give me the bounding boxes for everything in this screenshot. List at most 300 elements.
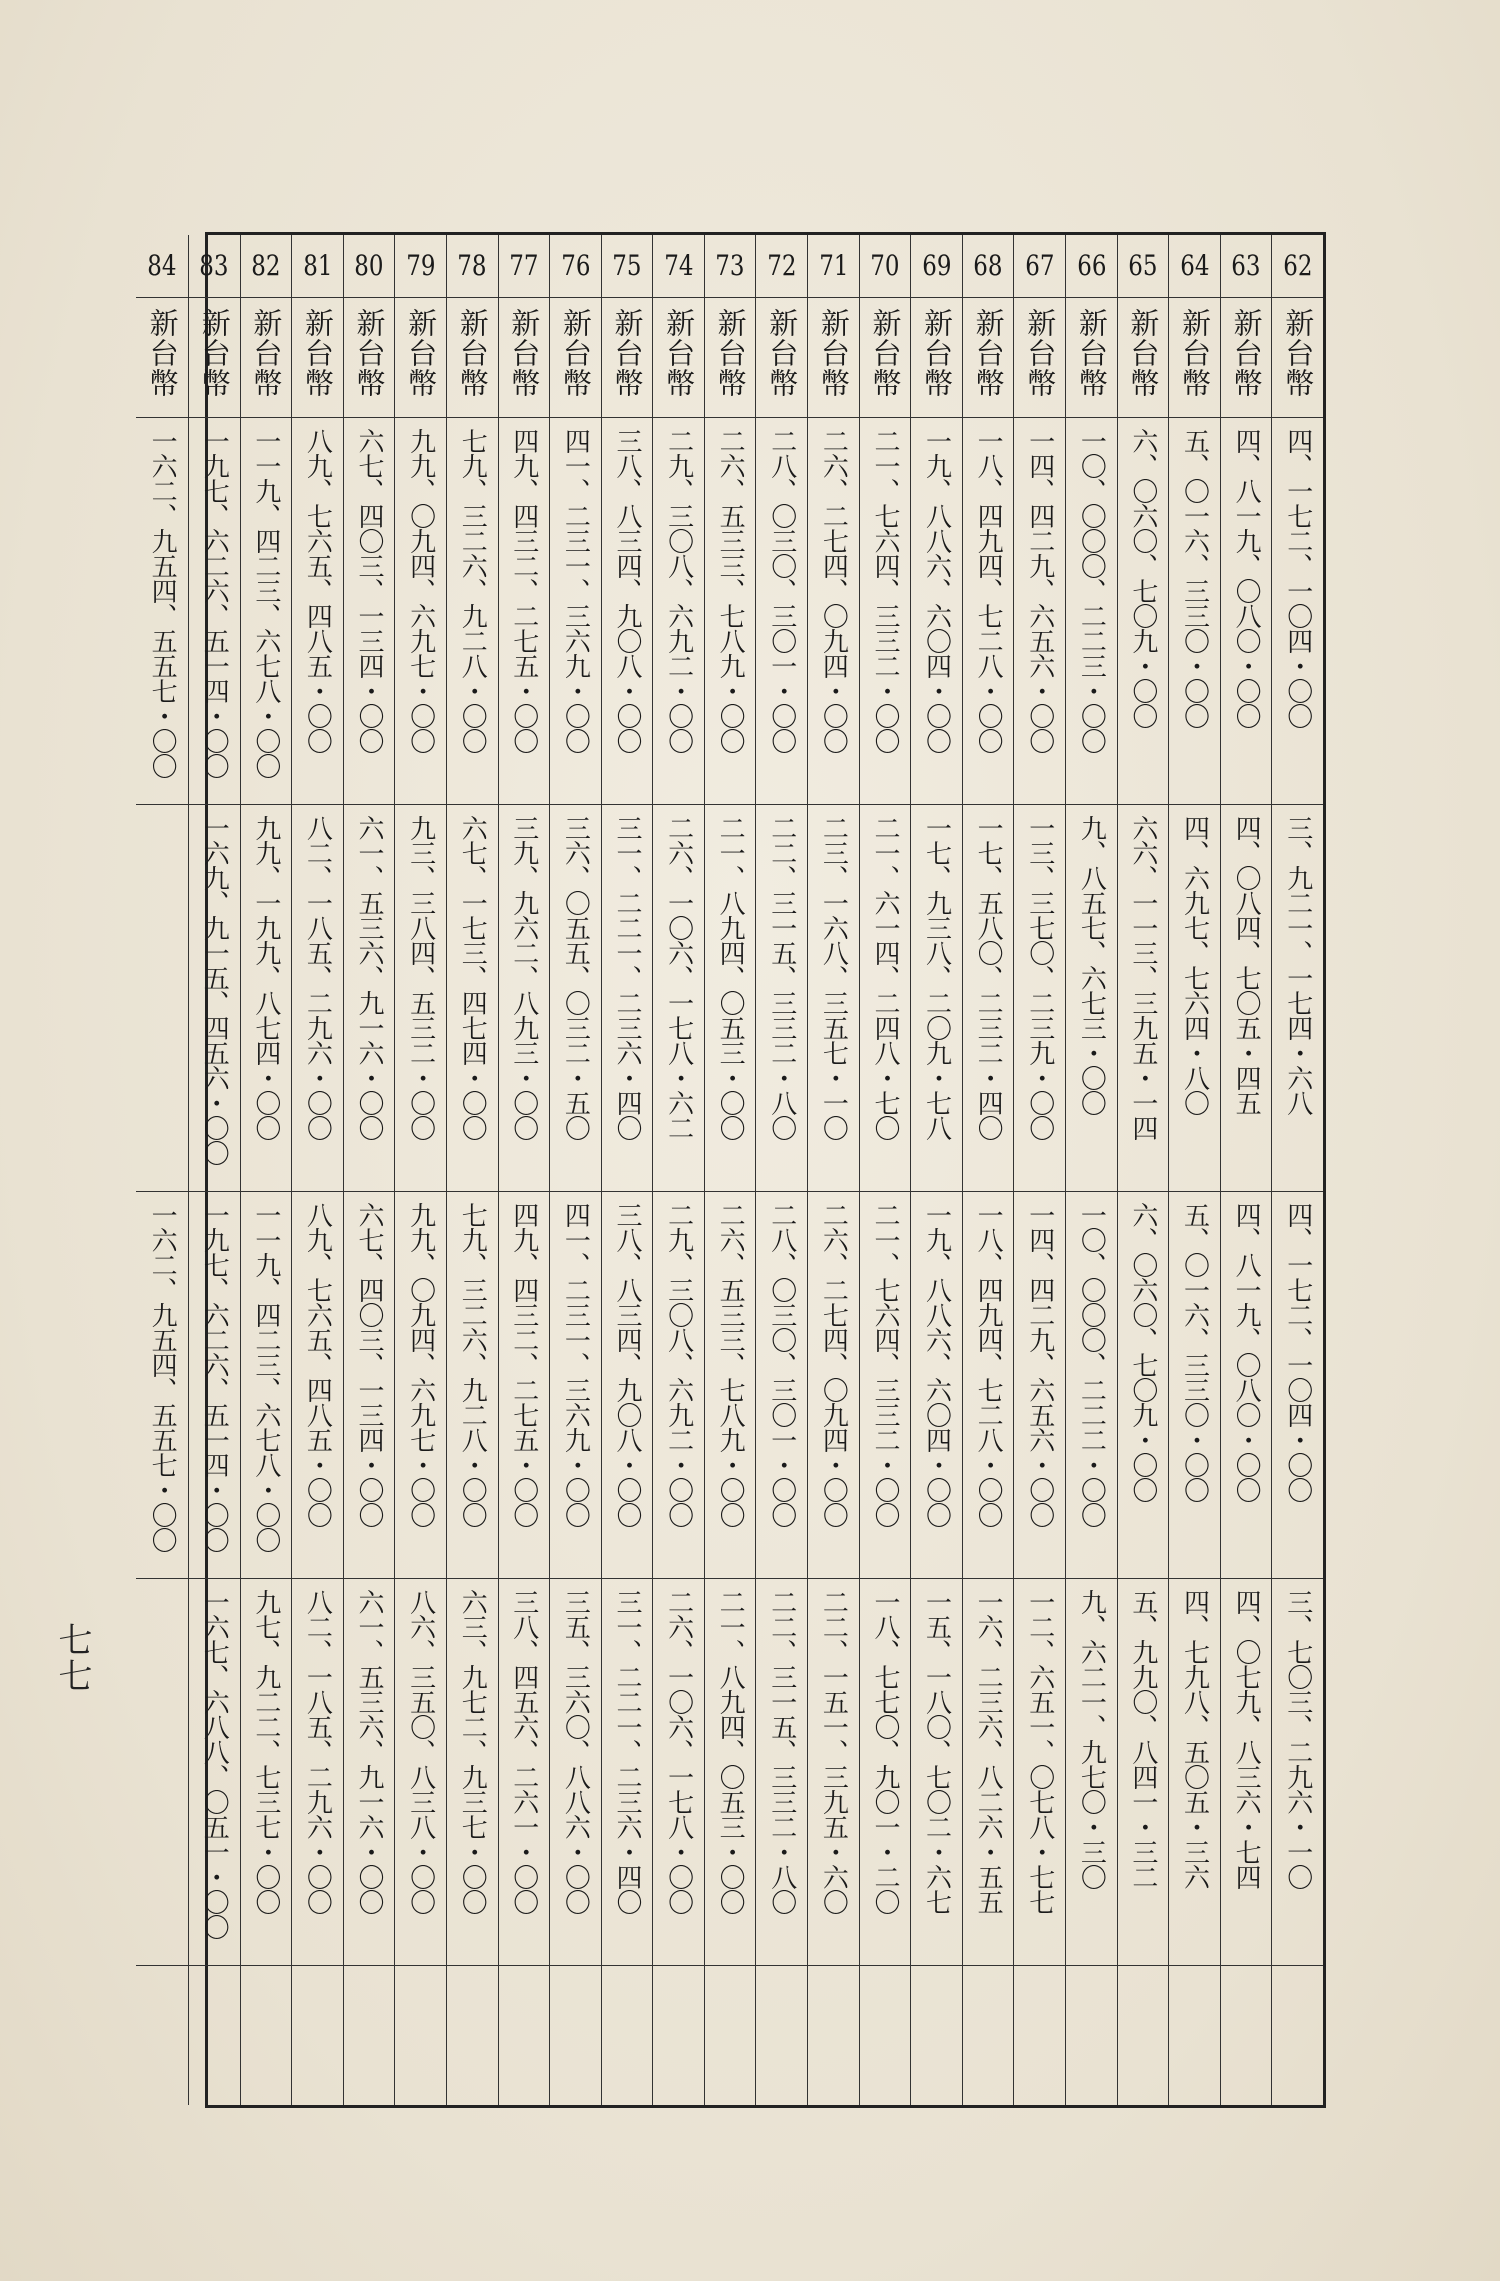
value-cell-1	[499, 418, 550, 805]
value-cell-1	[963, 418, 1014, 805]
value-cell-1	[395, 418, 446, 805]
empty-remark-cell	[911, 1966, 962, 2105]
value-cell-4-text: 一二、六五一、〇七八・七七	[1024, 1589, 1055, 1914]
value-cell-2	[499, 805, 550, 1192]
value-cell-3	[602, 1192, 653, 1579]
value-cell-4	[911, 1579, 962, 1966]
value-cell-1	[808, 418, 859, 805]
value-cell-2	[447, 805, 498, 1192]
table-column-80	[343, 235, 395, 2105]
currency-cell-text: 新台幣	[1178, 308, 1213, 398]
value-cell-2-text: 六一、五三六、九一六・〇〇	[354, 815, 385, 1140]
value-cell-2	[550, 805, 601, 1192]
value-cell-4-text: 一五、一八〇、七〇二・六七	[921, 1589, 952, 1914]
empty-remark-cell	[136, 1966, 188, 2105]
year-cell-text: 77	[509, 249, 539, 282]
currency-cell-text: 新台幣	[558, 308, 593, 398]
value-cell-3	[344, 1192, 395, 1579]
value-cell-3-text: 四、八一九、〇八〇・〇〇	[1231, 1202, 1262, 1502]
table-column-84	[136, 235, 188, 2105]
value-cell-4-text: 三五、三六〇、八八六・〇〇	[560, 1589, 591, 1914]
currency-cell-text: 新台幣	[352, 308, 387, 398]
currency-cell-text: 新台幣	[249, 308, 284, 398]
value-cell-4-text: 六三、九七二、九三七・〇〇	[457, 1589, 488, 1914]
value-cell-1-text: 二一、七六四、三三二・〇〇	[869, 428, 900, 753]
value-cell-4	[653, 1579, 704, 1966]
value-cell-1	[136, 418, 188, 805]
empty-remark-cell	[602, 1966, 653, 2105]
value-cell-4	[1014, 1579, 1065, 1966]
value-cell-4	[344, 1579, 395, 1966]
table-column-65	[1117, 235, 1169, 2105]
value-cell-4	[189, 1579, 240, 1966]
value-cell-3	[1221, 1192, 1272, 1579]
value-cell-4-text: 一八、七七〇、九〇一・二〇	[869, 1589, 900, 1914]
value-cell-4-text: 二六、一〇六、一七八・〇〇	[663, 1589, 694, 1914]
year-cell-text: 63	[1231, 249, 1261, 282]
table-column-77	[498, 235, 550, 2105]
value-cell-1-text: 二六、二七四、〇九四・〇〇	[818, 428, 849, 753]
empty-remark-cell	[1066, 1966, 1117, 2105]
currency-cell-text: 新台幣	[971, 308, 1006, 398]
value-cell-2	[705, 805, 756, 1192]
value-cell-4	[241, 1579, 292, 1966]
currency-cell-text: 新台幣	[300, 308, 335, 398]
year-cell	[602, 235, 653, 298]
table-column-81	[291, 235, 343, 2105]
year-cell-text: 80	[354, 249, 384, 282]
value-cell-1	[292, 418, 343, 805]
value-cell-2	[1066, 805, 1117, 1192]
table-column-75	[601, 235, 653, 2105]
value-cell-1-text: 六、〇六〇、七〇九・〇〇	[1127, 428, 1158, 728]
currency-cell-text: 新台幣	[920, 308, 955, 398]
value-cell-2	[1221, 805, 1272, 1192]
value-cell-4	[1169, 1579, 1220, 1966]
empty-remark-cell	[292, 1966, 343, 2105]
value-cell-3-text: 四九、四三二、二七五・〇〇	[508, 1202, 539, 1527]
table-column-78	[446, 235, 498, 2105]
value-cell-1-text: 四一、二三一、三六九・〇〇	[560, 428, 591, 753]
empty-remark-cell	[1169, 1966, 1220, 2105]
value-cell-3-text: 一六二、九五四、五五七・〇〇	[147, 1202, 178, 1552]
currency-cell	[1014, 298, 1065, 418]
value-cell-3	[653, 1192, 704, 1579]
value-cell-4-text: 九、六二一、九七〇・三〇	[1076, 1589, 1107, 1889]
currency-cell	[963, 298, 1014, 418]
value-cell-3	[395, 1192, 446, 1579]
value-cell-2-text: 九九、一九九、八七四・〇〇	[250, 815, 281, 1140]
value-cell-2-text: 九三、三八四、五三二・〇〇	[405, 815, 436, 1140]
value-cell-2	[1169, 805, 1220, 1192]
value-cell-1-text: 一九、八八六、六〇四・〇〇	[921, 428, 952, 753]
value-cell-4	[860, 1579, 911, 1966]
value-cell-2	[963, 805, 1014, 1192]
value-cell-4	[1066, 1579, 1117, 1966]
year-cell-text: 74	[663, 249, 694, 282]
year-cell	[705, 235, 756, 298]
value-cell-1	[1169, 418, 1220, 805]
currency-cell	[1221, 298, 1272, 418]
empty-remark-cell	[860, 1966, 911, 2105]
year-cell-text: 69	[921, 249, 952, 282]
currency-cell	[705, 298, 756, 418]
table-column-63	[1220, 235, 1272, 2105]
currency-cell	[241, 298, 292, 418]
currency-cell-text: 新台幣	[1074, 308, 1109, 398]
value-cell-2	[653, 805, 704, 1192]
value-cell-3-text: 二一、七六四、三三二・〇〇	[869, 1202, 900, 1527]
table-column-66	[1065, 235, 1117, 2105]
currency-cell-text: 新台幣	[765, 308, 800, 398]
value-cell-4-text: 三一、二二一、二三六・四〇	[611, 1589, 642, 1914]
value-cell-2	[241, 805, 292, 1192]
value-cell-4-text: 二二、三一五、三三二・八〇	[766, 1589, 797, 1914]
value-cell-1-text: 二六、五三三、七八九・〇〇	[715, 428, 746, 753]
currency-cell	[292, 298, 343, 418]
empty-remark-cell	[756, 1966, 807, 2105]
value-cell-4	[963, 1579, 1014, 1966]
year-cell-text: 79	[405, 249, 436, 282]
value-cell-2-text: 二六、一〇六、一七八・六二	[663, 815, 694, 1140]
value-cell-3-text: 五、〇一六、三三〇・〇〇	[1179, 1202, 1210, 1502]
year-cell	[911, 235, 962, 298]
value-cell-1	[1066, 418, 1117, 805]
empty-remark-cell	[395, 1966, 446, 2105]
year-cell	[963, 235, 1014, 298]
year-cell	[808, 235, 859, 298]
value-cell-2-text: 二二、三一五、三三二・八〇	[766, 815, 797, 1140]
value-cell-3	[550, 1192, 601, 1579]
value-cell-2-text: 四、〇八四、七〇五・四五	[1231, 815, 1262, 1115]
value-cell-3-text: 一八、四九四、七二八・〇〇	[973, 1202, 1004, 1527]
year-cell-text: 75	[612, 249, 642, 282]
year-cell	[653, 235, 704, 298]
currency-cell	[602, 298, 653, 418]
value-cell-4-text: 六一、五三六、九一六・〇〇	[354, 1589, 385, 1914]
value-cell-1	[241, 418, 292, 805]
year-cell-text: 83	[199, 249, 229, 282]
value-cell-1	[189, 418, 240, 805]
value-cell-4	[808, 1579, 859, 1966]
currency-cell-text: 新台幣	[868, 308, 903, 398]
currency-cell-text: 新台幣	[507, 308, 542, 398]
year-cell-text: 76	[560, 249, 590, 282]
empty-remark-cell	[1221, 1966, 1272, 2105]
table-column-62	[1271, 235, 1323, 2105]
value-cell-1-text: 五、〇一六、三三〇・〇〇	[1179, 428, 1210, 728]
value-cell-2-text: 六六、一一三、三九五・一四	[1127, 815, 1158, 1140]
currency-cell	[808, 298, 859, 418]
value-cell-3-text: 一九、八八六、六〇四・〇〇	[921, 1202, 952, 1527]
value-cell-1-text: 四九、四三二、二七五・〇〇	[508, 428, 539, 753]
value-cell-2	[136, 805, 188, 1192]
value-cell-4	[292, 1579, 343, 1966]
value-cell-2	[808, 805, 859, 1192]
value-cell-3	[808, 1192, 859, 1579]
value-cell-1-text: 一〇、〇〇〇、二二三・〇〇	[1076, 428, 1107, 753]
year-cell	[1221, 235, 1272, 298]
value-cell-4-text: 二二、一五一、三九五・六〇	[818, 1589, 849, 1914]
year-cell	[136, 235, 188, 298]
value-cell-4	[447, 1579, 498, 1966]
value-cell-2-text: 二三、一六八、三五七・一〇	[818, 815, 849, 1140]
value-cell-4-text: 五、九九〇、八四一・三二	[1127, 1589, 1158, 1889]
value-cell-1	[1221, 418, 1272, 805]
currency-cell	[1272, 298, 1323, 418]
value-cell-2-text: 一七、五八〇、二三二・四〇	[973, 815, 1004, 1140]
value-cell-1	[447, 418, 498, 805]
value-cell-3	[292, 1192, 343, 1579]
table-column-76	[549, 235, 601, 2105]
year-cell-text: 81	[302, 249, 333, 282]
currency-cell-text: 新台幣	[816, 308, 851, 398]
value-cell-1-text: 三八、八三四、九〇八・〇〇	[611, 428, 642, 753]
value-cell-3	[911, 1192, 962, 1579]
currency-cell	[499, 298, 550, 418]
value-cell-4-text: 三、七〇三、二九六・一〇	[1282, 1589, 1313, 1889]
value-cell-4	[136, 1579, 188, 1966]
value-cell-3	[136, 1192, 188, 1579]
year-cell	[499, 235, 550, 298]
value-cell-4-text: 三八、四五六、二六一・〇〇	[508, 1589, 539, 1914]
year-cell	[292, 235, 343, 298]
value-cell-3	[1169, 1192, 1220, 1579]
value-cell-2	[344, 805, 395, 1192]
year-cell	[1272, 235, 1323, 298]
currency-cell	[1118, 298, 1169, 418]
value-cell-1	[1272, 418, 1323, 805]
year-cell	[1169, 235, 1220, 298]
currency-cell-text: 新台幣	[145, 308, 180, 398]
currency-cell-text: 新台幣	[1281, 308, 1316, 398]
currency-cell	[860, 298, 911, 418]
value-cell-1	[550, 418, 601, 805]
currency-cell	[136, 298, 188, 418]
empty-remark-cell	[499, 1966, 550, 2105]
currency-cell	[550, 298, 601, 418]
page-number: 七七	[52, 1622, 92, 1694]
value-cell-3-text: 二九、三〇八、六九二・〇〇	[663, 1202, 694, 1527]
table-column-82	[240, 235, 292, 2105]
value-cell-4	[1221, 1579, 1272, 1966]
value-cell-3	[241, 1192, 292, 1579]
value-cell-4-text: 二一、八九四、〇五三・〇〇	[715, 1589, 746, 1914]
currency-cell	[911, 298, 962, 418]
value-cell-3-text: 一九七、六二六、五一四・〇〇	[199, 1202, 230, 1552]
year-cell-text: 73	[715, 249, 745, 282]
value-cell-2-text: 三一、二二一、二三六・四〇	[611, 815, 642, 1140]
value-cell-1-text: 一一九、四二三、六七八・〇〇	[250, 428, 281, 778]
value-cell-3-text: 一四、四二九、六五六・〇〇	[1024, 1202, 1055, 1527]
table-column-70	[859, 235, 911, 2105]
currency-cell-text: 新台幣	[455, 308, 490, 398]
value-cell-2-text: 一三、三七〇、二三九・〇〇	[1024, 815, 1055, 1140]
year-cell	[1118, 235, 1169, 298]
year-cell	[189, 235, 240, 298]
empty-remark-cell	[447, 1966, 498, 2105]
empty-remark-cell	[1014, 1966, 1065, 2105]
currency-cell-text: 新台幣	[610, 308, 645, 398]
value-cell-3-text: 一一九、四二三、六七八・〇〇	[250, 1202, 281, 1552]
value-cell-4-text: 八六、三五〇、八三八・〇〇	[405, 1589, 436, 1914]
year-cell	[860, 235, 911, 298]
currency-cell	[1066, 298, 1117, 418]
value-cell-1-text: 一九七、六二六、五一四・〇〇	[199, 428, 230, 778]
value-cell-1-text: 一八、四九四、七二八・〇〇	[973, 428, 1004, 753]
value-cell-4	[395, 1579, 446, 1966]
table-column-74	[652, 235, 704, 2105]
year-cell-text: 65	[1128, 249, 1158, 282]
value-cell-1	[911, 418, 962, 805]
value-cell-3-text: 四、一七二、一〇四・〇〇	[1282, 1202, 1313, 1502]
year-cell	[550, 235, 601, 298]
value-cell-1-text: 四、八一九、〇八〇・〇〇	[1231, 428, 1262, 728]
value-cell-3-text: 八九、七六五、四八五・〇〇	[302, 1202, 333, 1527]
value-cell-2	[189, 805, 240, 1192]
value-cell-3	[499, 1192, 550, 1579]
currency-cell	[756, 298, 807, 418]
value-cell-4	[602, 1579, 653, 1966]
year-cell-text: 84	[147, 249, 177, 282]
value-cell-1	[1118, 418, 1169, 805]
value-cell-3-text: 七九、三二六、九二八・〇〇	[457, 1202, 488, 1527]
value-cell-2-text: 六七、一七三、四七四・〇〇	[457, 815, 488, 1140]
year-cell-text: 67	[1025, 249, 1055, 282]
value-cell-2-text: 四、六九七、七六四・八〇	[1179, 815, 1210, 1115]
year-cell	[1014, 235, 1065, 298]
value-cell-1	[860, 418, 911, 805]
year-cell-text: 68	[973, 249, 1003, 282]
currency-cell	[653, 298, 704, 418]
value-cell-3	[189, 1192, 240, 1579]
value-cell-2	[292, 805, 343, 1192]
value-cell-1-text: 四、一七二、一〇四・〇〇	[1282, 428, 1313, 728]
empty-remark-cell	[1272, 1966, 1323, 2105]
year-cell-text: 70	[870, 249, 900, 282]
value-cell-4	[499, 1579, 550, 1966]
year-cell	[241, 235, 292, 298]
year-cell-text: 62	[1283, 249, 1313, 282]
currency-cell-text: 新台幣	[1126, 308, 1161, 398]
year-cell	[395, 235, 446, 298]
value-cell-2	[602, 805, 653, 1192]
value-cell-3-text: 三八、八三四、九〇八・〇〇	[611, 1202, 642, 1527]
value-cell-3-text: 二六、二七四、〇九四・〇〇	[818, 1202, 849, 1527]
value-cell-2	[1014, 805, 1065, 1192]
value-cell-4-text: 八二、一八五、二九六・〇〇	[302, 1589, 333, 1914]
value-cell-1	[653, 418, 704, 805]
value-cell-1	[756, 418, 807, 805]
year-cell-text: 71	[818, 249, 848, 282]
year-cell	[344, 235, 395, 298]
value-cell-3-text: 六七、四〇三、一三四・〇〇	[354, 1202, 385, 1527]
empty-remark-cell	[189, 1966, 240, 2105]
value-cell-3-text: 二六、五三三、七八九・〇〇	[715, 1202, 746, 1527]
year-cell	[1066, 235, 1117, 298]
value-cell-2-text: 一七、九三八、二〇九・七八	[921, 815, 952, 1140]
value-cell-3	[1014, 1192, 1065, 1579]
empty-remark-cell	[653, 1966, 704, 2105]
table-column-64	[1168, 235, 1220, 2105]
value-cell-1	[344, 418, 395, 805]
currency-cell-text: 新台幣	[662, 308, 697, 398]
value-cell-3-text: 一〇、〇〇〇、二二二・〇〇	[1076, 1202, 1107, 1527]
empty-remark-cell	[241, 1966, 292, 2105]
value-cell-2-text: 三六、〇五五、〇三二・五〇	[560, 815, 591, 1140]
value-cell-1-text: 八九、七六五、四八五・〇〇	[302, 428, 333, 753]
value-cell-4	[1118, 1579, 1169, 1966]
value-cell-3-text: 六、〇六〇、七〇九・〇〇	[1127, 1202, 1158, 1502]
value-cell-3	[1118, 1192, 1169, 1579]
value-cell-2	[860, 805, 911, 1192]
value-cell-3	[756, 1192, 807, 1579]
value-cell-4	[550, 1579, 601, 1966]
empty-remark-cell	[344, 1966, 395, 2105]
year-cell-text: 72	[767, 249, 797, 282]
value-cell-2-text: 二一、八九四、〇五三・〇〇	[715, 815, 746, 1140]
empty-remark-cell	[550, 1966, 601, 2105]
year-cell	[447, 235, 498, 298]
currency-cell-text: 新台幣	[404, 308, 439, 398]
empty-remark-cell	[1118, 1966, 1169, 2105]
value-cell-3	[860, 1192, 911, 1579]
table-column-73	[704, 235, 756, 2105]
value-cell-1-text: 九九、〇九四、六九七・〇〇	[405, 428, 436, 753]
value-cell-1-text: 二九、三〇八、六九二・〇〇	[663, 428, 694, 753]
currency-cell-text: 新台幣	[197, 308, 232, 398]
table-column-71	[807, 235, 859, 2105]
table-column-72	[755, 235, 807, 2105]
currency-cell-text: 新台幣	[1229, 308, 1264, 398]
table-column-83	[188, 235, 240, 2105]
empty-remark-cell	[963, 1966, 1014, 2105]
currency-cell-text: 新台幣	[1023, 308, 1058, 398]
value-cell-2	[1118, 805, 1169, 1192]
value-cell-1-text: 一四、四二九、六五六・〇〇	[1024, 428, 1055, 753]
table-column-69	[910, 235, 962, 2105]
empty-remark-cell	[808, 1966, 859, 2105]
value-cell-2-text: 三、九二一、一七四・六八	[1282, 815, 1313, 1115]
value-cell-4-text: 四、七九八、五〇五・三六	[1179, 1589, 1210, 1889]
revenue-comparison-table	[145, 232, 1326, 2108]
value-cell-3	[705, 1192, 756, 1579]
value-cell-1	[705, 418, 756, 805]
value-cell-4-text: 四、〇七九、八三六・七四	[1231, 1589, 1262, 1889]
value-cell-3	[1272, 1192, 1323, 1579]
empty-remark-cell	[705, 1966, 756, 2105]
year-cell-text: 66	[1076, 249, 1106, 282]
value-cell-4-text: 一六七、六八八、〇五一・〇〇	[199, 1589, 230, 1939]
value-cell-3-text: 四一、二三一、三六九・〇〇	[560, 1202, 591, 1527]
table-column-67	[1013, 235, 1065, 2105]
currency-cell	[1169, 298, 1220, 418]
value-cell-4	[705, 1579, 756, 1966]
value-cell-2	[1272, 805, 1323, 1192]
year-cell-text: 78	[457, 249, 487, 282]
value-cell-2	[395, 805, 446, 1192]
currency-cell	[189, 298, 240, 418]
value-cell-2	[756, 805, 807, 1192]
value-cell-1-text: 六七、四〇三、一三四・〇〇	[354, 428, 385, 753]
value-cell-2-text: 一六九、九一五、四五六・〇〇	[199, 815, 230, 1165]
value-cell-2-text: 八二、一八五、二九六・〇〇	[302, 815, 333, 1140]
value-cell-2-text: 九、八五七、六七三・〇〇	[1076, 815, 1107, 1115]
table-column-68	[962, 235, 1014, 2105]
value-cell-3-text: 二八、〇三〇、三〇一・〇〇	[766, 1202, 797, 1527]
value-cell-1	[602, 418, 653, 805]
value-cell-1-text: 二八、〇三〇、三〇一・〇〇	[766, 428, 797, 753]
